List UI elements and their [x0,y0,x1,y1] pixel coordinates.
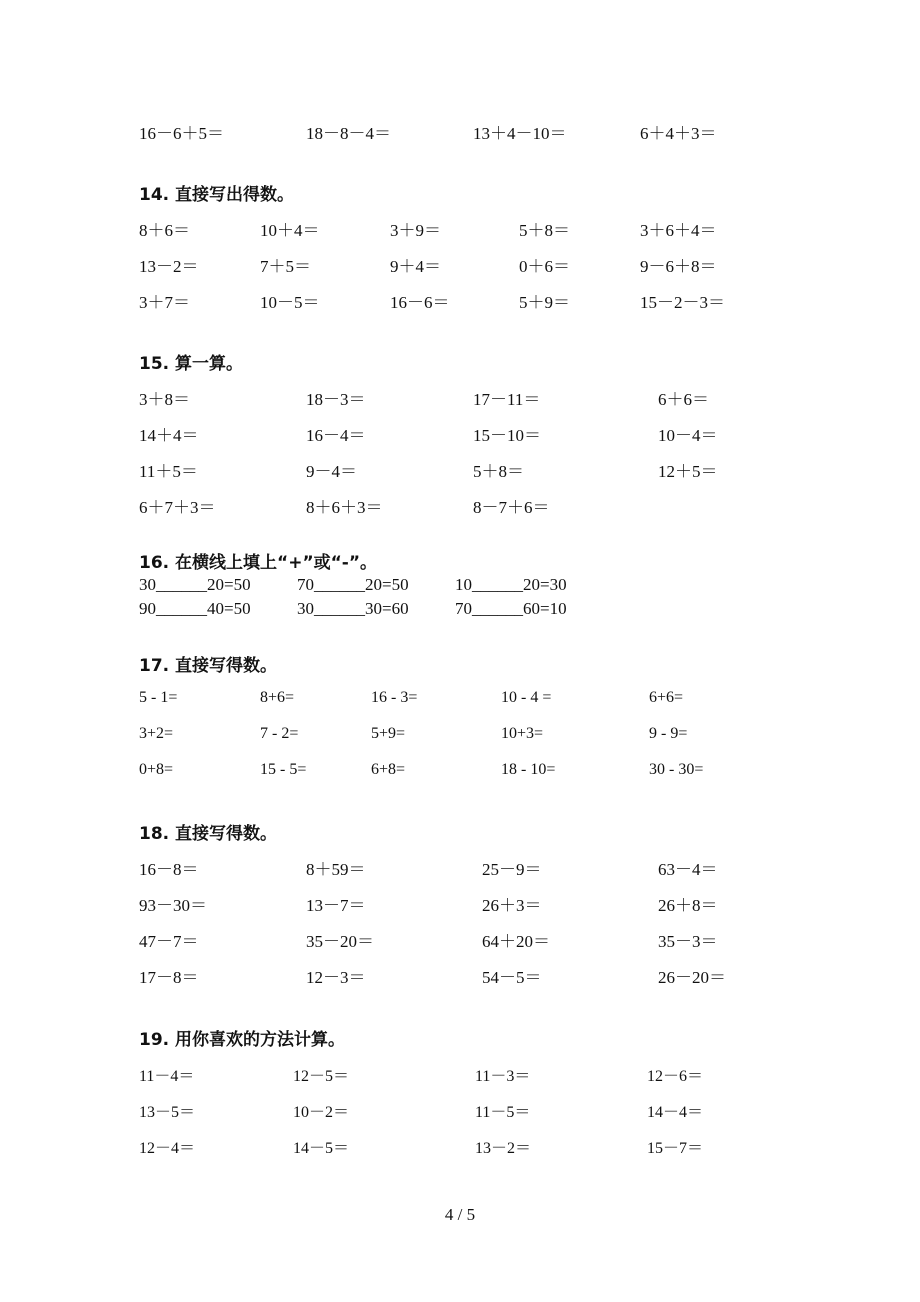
problem: 26＋3＝ [482,896,542,915]
problem: 3＋8＝ [139,390,190,409]
problem: 9－4＝ [306,462,357,481]
problem: 9 - 9= [649,725,688,742]
problem: 15－2－3＝ [640,293,725,312]
problem: 11－3＝ [475,1068,531,1085]
problem: 16－8＝ [139,860,199,879]
fill-blank-problem: 30______30=60 [297,599,409,618]
problem: 12－5＝ [293,1068,350,1085]
problem: 10+3= [501,725,544,742]
problem: 13＋4－10＝ [473,124,567,143]
question-16-title: 16. 在横线上填上“+”或“-”。 [139,553,378,573]
problem: 10－2＝ [293,1104,350,1121]
problem: 8+6= [260,689,295,706]
problem: 5 - 1= [139,689,178,706]
problem: 12－6＝ [647,1068,704,1085]
problem: 16 - 3= [371,689,418,706]
problem: 9＋4＝ [390,257,441,276]
problem: 6+6= [649,689,684,706]
fill-blank-problem: 30______20=50 [139,575,251,594]
problem: 11－4＝ [139,1068,195,1085]
problem: 6+8= [371,761,406,778]
problem: 17－8＝ [139,968,199,987]
question-14-title: 14. 直接写出得数。 [139,185,295,205]
problem: 12＋5＝ [658,462,718,481]
problem: 15－10＝ [473,426,541,445]
problem: 18 - 10= [501,761,556,778]
problem: 8＋59＝ [306,860,366,879]
problem: 26－20＝ [658,968,726,987]
problem: 6＋6＝ [658,390,709,409]
question-17-title: 17. 直接写得数。 [139,656,278,676]
problem: 16－6＝ [390,293,450,312]
problem: 5＋8＝ [473,462,524,481]
problem: 10－4＝ [658,426,718,445]
problem: 3＋7＝ [139,293,190,312]
problem: 14－5＝ [293,1140,350,1157]
problem: 13－7＝ [306,896,366,915]
problem: 12－3＝ [306,968,366,987]
problem: 47－7＝ [139,932,199,951]
problem: 14＋4＝ [139,426,199,445]
problem: 14－4＝ [647,1104,704,1121]
fill-blank-problem: 70______60=10 [455,599,567,618]
problem: 17－11＝ [473,390,541,409]
question-18-title: 18. 直接写得数。 [139,824,278,844]
problem: 10－5＝ [260,293,320,312]
problem: 15－7＝ [647,1140,704,1157]
problem: 8＋6＝ [139,221,190,240]
problem: 3＋6＋4＝ [640,221,717,240]
problem: 5＋9＝ [519,293,570,312]
problem: 0+8= [139,761,174,778]
problem: 54－5＝ [482,968,542,987]
problem: 12－4＝ [139,1140,196,1157]
problem: 5＋8＝ [519,221,570,240]
problem: 13－2＝ [139,257,199,276]
problem: 64＋20＝ [482,932,550,951]
problem: 8＋6＋3＝ [306,498,383,517]
problem: 18－3＝ [306,390,366,409]
problem: 93－30＝ [139,896,207,915]
problem: 5+9= [371,725,406,742]
problem: 35－20＝ [306,932,374,951]
problem: 3＋9＝ [390,221,441,240]
problem: 16－6＋5＝ [139,124,224,143]
problem: 0＋6＝ [519,257,570,276]
problem: 30 - 30= [649,761,704,778]
problem: 11＋5＝ [139,462,198,481]
problem: 13－5＝ [139,1104,196,1121]
problem: 7 - 2= [260,725,299,742]
problem: 16－4＝ [306,426,366,445]
problem: 8－7＋6＝ [473,498,550,517]
question-19-title: 19. 用你喜欢的方法计算。 [139,1030,346,1050]
problem: 25－9＝ [482,860,542,879]
problem: 6＋7＋3＝ [139,498,216,517]
problem: 7＋5＝ [260,257,311,276]
problem: 13－2＝ [475,1140,532,1157]
problem: 35－3＝ [658,932,718,951]
problem: 3+2= [139,725,174,742]
question-15-title: 15. 算一算。 [139,354,244,374]
fill-blank-problem: 70______20=50 [297,575,409,594]
problem: 11－5＝ [475,1104,531,1121]
problem: 18－8－4＝ [306,124,391,143]
problem: 9－6＋8＝ [640,257,717,276]
problem: 63－4＝ [658,860,718,879]
page-number: 4 / 5 [444,1205,476,1224]
problem: 15 - 5= [260,761,307,778]
fill-blank-problem: 90______40=50 [139,599,251,618]
problem: 10＋4＝ [260,221,320,240]
problem: 6＋4＋3＝ [640,124,717,143]
problem: 10 - 4 = [501,689,552,706]
fill-blank-problem: 10______20=30 [455,575,567,594]
problem: 26＋8＝ [658,896,718,915]
